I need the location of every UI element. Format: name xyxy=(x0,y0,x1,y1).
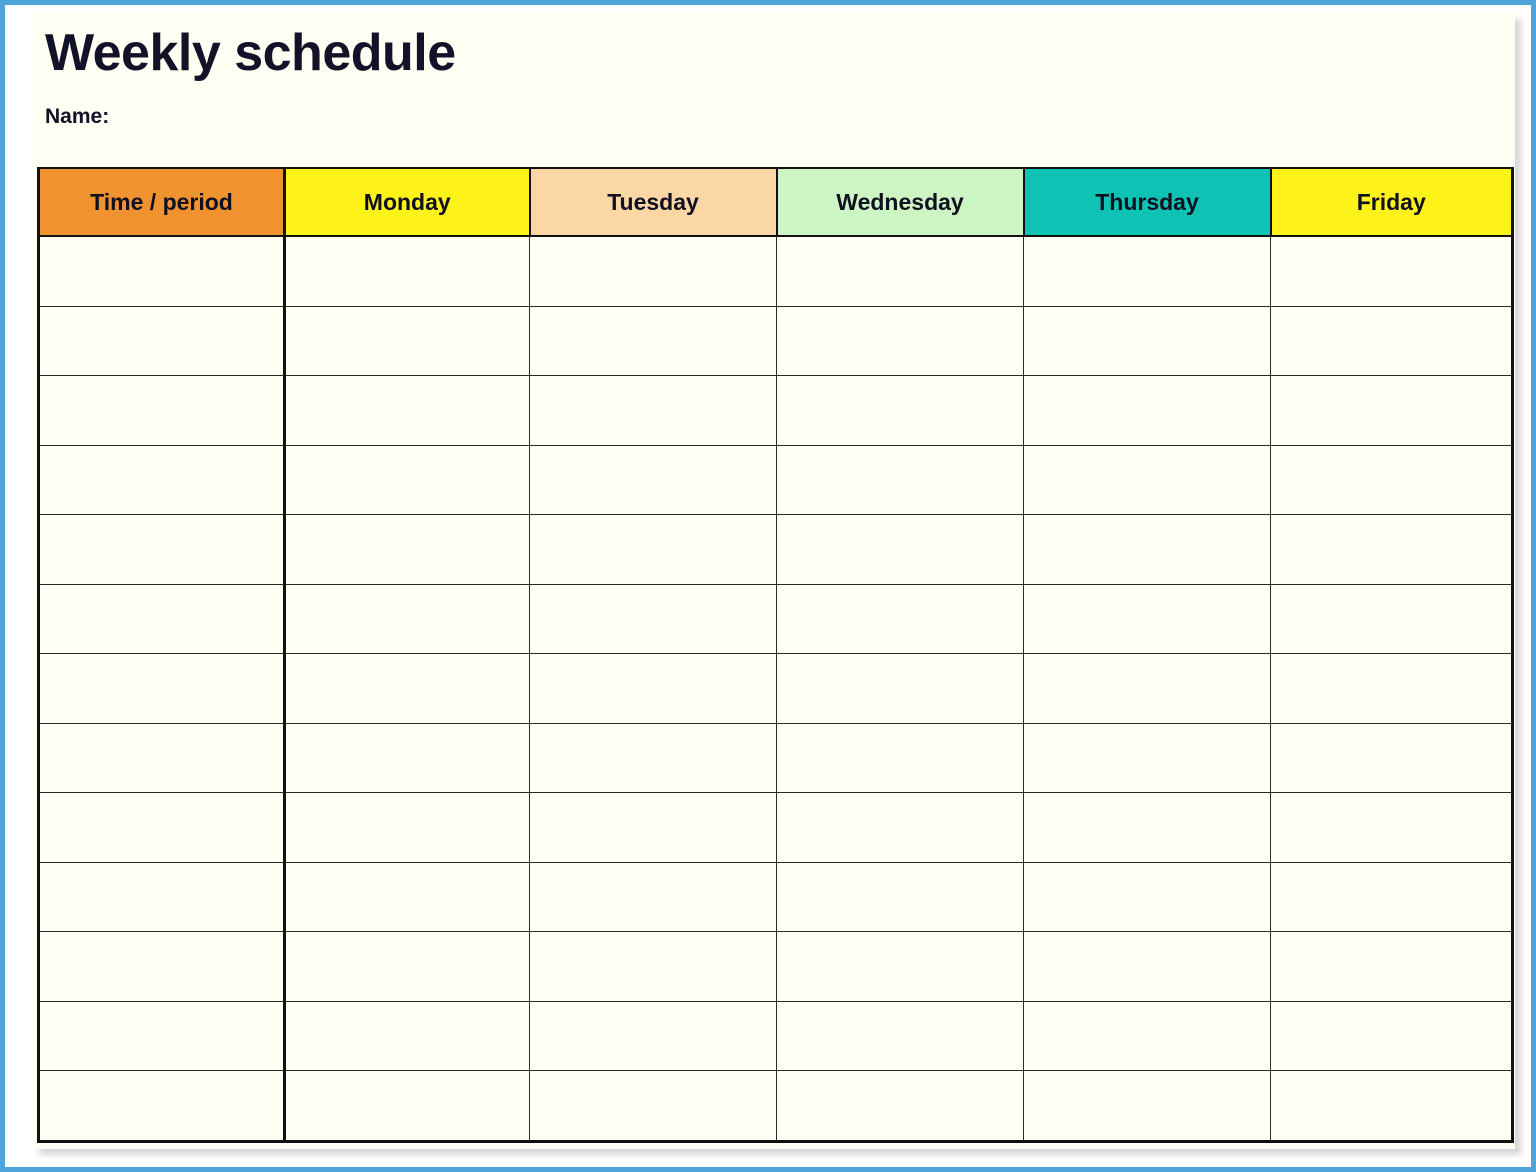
schedule-cell[interactable] xyxy=(777,584,1024,654)
schedule-cell[interactable] xyxy=(530,1071,777,1142)
schedule-cell[interactable] xyxy=(530,306,777,376)
column-header-time-period: Time / period xyxy=(39,168,285,236)
schedule-cell[interactable] xyxy=(1024,236,1271,306)
schedule-cell[interactable] xyxy=(39,932,285,1002)
schedule-cell[interactable] xyxy=(530,654,777,724)
schedule-cell[interactable] xyxy=(777,306,1024,376)
schedule-cell[interactable] xyxy=(39,862,285,932)
schedule-cell[interactable] xyxy=(1271,723,1513,793)
schedule-cell[interactable] xyxy=(1024,1071,1271,1142)
schedule-cell[interactable] xyxy=(285,932,530,1002)
table-row xyxy=(39,445,1513,515)
schedule-cell[interactable] xyxy=(1024,445,1271,515)
schedule-table-wrapper xyxy=(37,167,1511,1143)
schedule-cell[interactable] xyxy=(530,862,777,932)
column-header-wednesday: Wednesday xyxy=(777,168,1024,236)
column-header-thursday: Thursday xyxy=(1024,168,1271,236)
schedule-cell[interactable] xyxy=(285,1001,530,1071)
schedule-cell[interactable] xyxy=(285,236,530,306)
column-header-monday: Monday xyxy=(285,168,530,236)
schedule-cell[interactable] xyxy=(39,793,285,863)
schedule-cell[interactable] xyxy=(777,654,1024,724)
schedule-cell[interactable] xyxy=(39,306,285,376)
schedule-cell[interactable] xyxy=(285,515,530,585)
schedule-cell[interactable] xyxy=(1271,584,1513,654)
schedule-cell[interactable] xyxy=(285,306,530,376)
table-row xyxy=(39,236,1513,306)
table-row xyxy=(39,793,1513,863)
schedule-cell[interactable] xyxy=(39,515,285,585)
table-row xyxy=(39,376,1513,446)
schedule-cell[interactable] xyxy=(1024,862,1271,932)
schedule-cell[interactable] xyxy=(1271,1071,1513,1142)
schedule-cell[interactable] xyxy=(1024,1001,1271,1071)
schedule-cell[interactable] xyxy=(39,584,285,654)
schedule-cell[interactable] xyxy=(777,862,1024,932)
schedule-cell[interactable] xyxy=(777,723,1024,793)
column-header-tuesday: Tuesday xyxy=(530,168,777,236)
schedule-cell[interactable] xyxy=(39,654,285,724)
column-header-friday: Friday xyxy=(1271,168,1513,236)
schedule-cell[interactable] xyxy=(285,793,530,863)
schedule-cell[interactable] xyxy=(1271,932,1513,1002)
name-label: Name: xyxy=(45,105,110,128)
schedule-cell[interactable] xyxy=(530,584,777,654)
schedule-cell[interactable] xyxy=(777,515,1024,585)
table-row xyxy=(39,723,1513,793)
table-row xyxy=(39,515,1513,585)
schedule-cell[interactable] xyxy=(39,236,285,306)
schedule-cell[interactable] xyxy=(777,236,1024,306)
schedule-cell[interactable] xyxy=(1271,862,1513,932)
schedule-cell[interactable] xyxy=(1271,515,1513,585)
schedule-cell[interactable] xyxy=(39,1001,285,1071)
page-title: Weekly schedule xyxy=(45,24,456,82)
weekly-schedule-table xyxy=(37,167,1514,1143)
schedule-cell[interactable] xyxy=(39,1071,285,1142)
schedule-cell[interactable] xyxy=(285,584,530,654)
schedule-cell[interactable] xyxy=(285,1071,530,1142)
table-row xyxy=(39,306,1513,376)
schedule-cell[interactable] xyxy=(285,654,530,724)
schedule-cell[interactable] xyxy=(1024,932,1271,1002)
schedule-cell[interactable] xyxy=(777,1001,1024,1071)
table-header-row xyxy=(39,168,1513,236)
schedule-cell[interactable] xyxy=(777,445,1024,515)
schedule-cell[interactable] xyxy=(39,723,285,793)
schedule-cell[interactable] xyxy=(285,723,530,793)
table-row xyxy=(39,862,1513,932)
schedule-cell[interactable] xyxy=(1024,515,1271,585)
schedule-cell[interactable] xyxy=(39,376,285,446)
schedule-cell[interactable] xyxy=(530,515,777,585)
schedule-sheet xyxy=(33,13,1515,1149)
schedule-cell[interactable] xyxy=(285,445,530,515)
table-row xyxy=(39,932,1513,1002)
schedule-cell[interactable] xyxy=(39,445,285,515)
schedule-cell[interactable] xyxy=(777,1071,1024,1142)
schedule-cell[interactable] xyxy=(1271,445,1513,515)
table-row xyxy=(39,654,1513,724)
schedule-cell[interactable] xyxy=(1271,376,1513,446)
table-body xyxy=(39,236,1513,1141)
schedule-cell[interactable] xyxy=(285,376,530,446)
schedule-cell[interactable] xyxy=(1271,654,1513,724)
schedule-cell[interactable] xyxy=(1271,793,1513,863)
schedule-cell[interactable] xyxy=(1024,723,1271,793)
table-row xyxy=(39,1071,1513,1142)
schedule-cell[interactable] xyxy=(1024,306,1271,376)
schedule-cell[interactable] xyxy=(530,376,777,446)
schedule-cell[interactable] xyxy=(530,723,777,793)
schedule-cell[interactable] xyxy=(285,862,530,932)
schedule-cell[interactable] xyxy=(530,236,777,306)
schedule-cell[interactable] xyxy=(777,376,1024,446)
schedule-cell[interactable] xyxy=(530,1001,777,1071)
schedule-cell[interactable] xyxy=(530,445,777,515)
schedule-cell[interactable] xyxy=(1024,584,1271,654)
schedule-cell[interactable] xyxy=(1271,306,1513,376)
table-row xyxy=(39,1001,1513,1071)
table-header xyxy=(39,168,1513,236)
schedule-cell[interactable] xyxy=(1024,376,1271,446)
schedule-cell[interactable] xyxy=(530,932,777,1002)
schedule-cell[interactable] xyxy=(1024,654,1271,724)
schedule-cell[interactable] xyxy=(530,793,777,863)
schedule-cell[interactable] xyxy=(777,932,1024,1002)
schedule-cell[interactable] xyxy=(1271,1001,1513,1071)
schedule-cell[interactable] xyxy=(1024,793,1271,863)
schedule-cell[interactable] xyxy=(777,793,1024,863)
schedule-cell[interactable] xyxy=(1271,236,1513,306)
table-row xyxy=(39,584,1513,654)
